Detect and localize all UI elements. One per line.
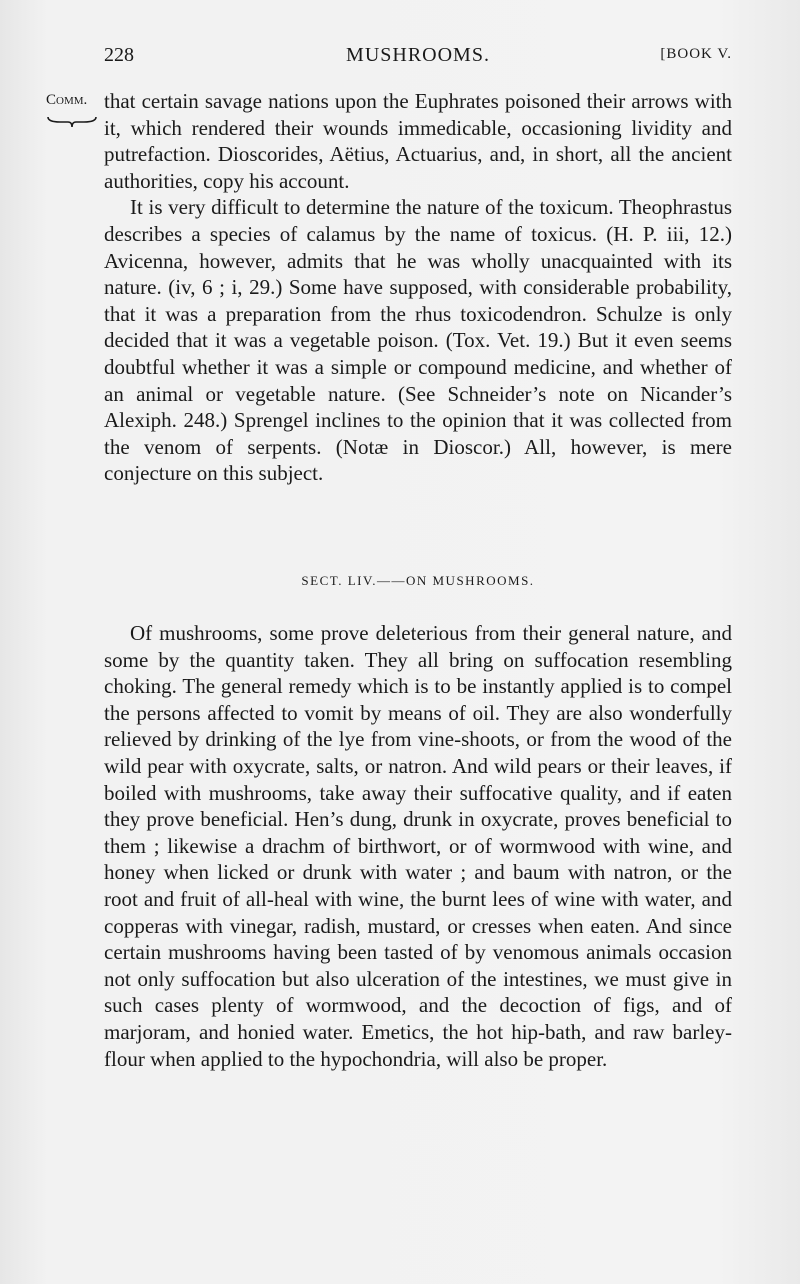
paragraph-continued: that certain savage nations upon the Euphrates poisoned their arrows with it, which rendered their wounds immedicable, occasioning lividity and putrefaction. Dioscorides, Aëtius, Actuarius, and, in short, all the ancient authorities, copy his account. — [104, 89, 732, 193]
book-label: [BOOK V. — [660, 46, 732, 62]
paragraph-toxicum: It is very difficult to determine the nature of the toxicum. Theophrastus describes a species of calamus by the name of toxicus. (H. P. iii, 12.) Avicenna, however, admits that he was wholly unacquainted with its nature. (iv, 6 ; i, 29.) Some have supposed, with considerable probability, that it was a preparation from the rhus toxicodendron. Schulze is only decided that it was a vegetable poison. (Tox. Vet. 19.) But it even seems doubtful whether it was a simple or compound medicine, and whether of an animal or vegetable nature. (See Schneider’s note on Nicander’s Alexiph. 248.) Sprengel inclines to the opinion that it was collected from the venom of serpents. (Notæ in Dioscor.) All, however, is mere conjecture on this subject. — [104, 195, 732, 486]
paragraph-mushrooms: Of mushrooms, some prove deleterious from their general nature, and some by the quantity taken. They all bring on suffocation resembling choking. The general remedy which is to be instantly applied is to compel the persons affected to vomit by means of oil. They are also wonderfully relieved by drinking of the lye from vine-shoots, or from the wood of the wild pear with oxycrate, salts, or natron. And wild pears or their leaves, if boiled with mushrooms, take away their suffocative quality, and if eaten they prove beneficial. Hen’s dung, drunk in oxycrate, proves beneficial to them ; likewise a drachm of birthwort, or of wormwood with wine, and honey when licked or drunk with water ; and baum with natron, or the root and fruit of all-heal with wine, the burnt lees of wine with water, and copperas with vinegar, radish, mustard, or cresses when eaten. And since certain mushrooms having been tasted of by venomous animals occasion not only suffocation but also ulceration of the intestines, we must give in such cases plenty of wormwood, and the decoction of figs, and of marjoram, and honied water. Emetics, the hot hip-bath, and raw barley-flour when applied to the hypochondria, will also be proper. — [104, 621, 732, 1071]
margin-note: Comm. — [46, 92, 88, 108]
section-heading: SECT. LIV.——ON MUSHROOMS. — [301, 573, 535, 588]
top-paragraphs — [104, 88, 732, 487]
margin-brace-icon — [46, 115, 98, 129]
running-header — [104, 44, 732, 74]
main-section-text — [104, 620, 732, 1072]
page-number: 228 — [104, 44, 134, 66]
running-title: MUSHROOMS. — [346, 44, 490, 66]
